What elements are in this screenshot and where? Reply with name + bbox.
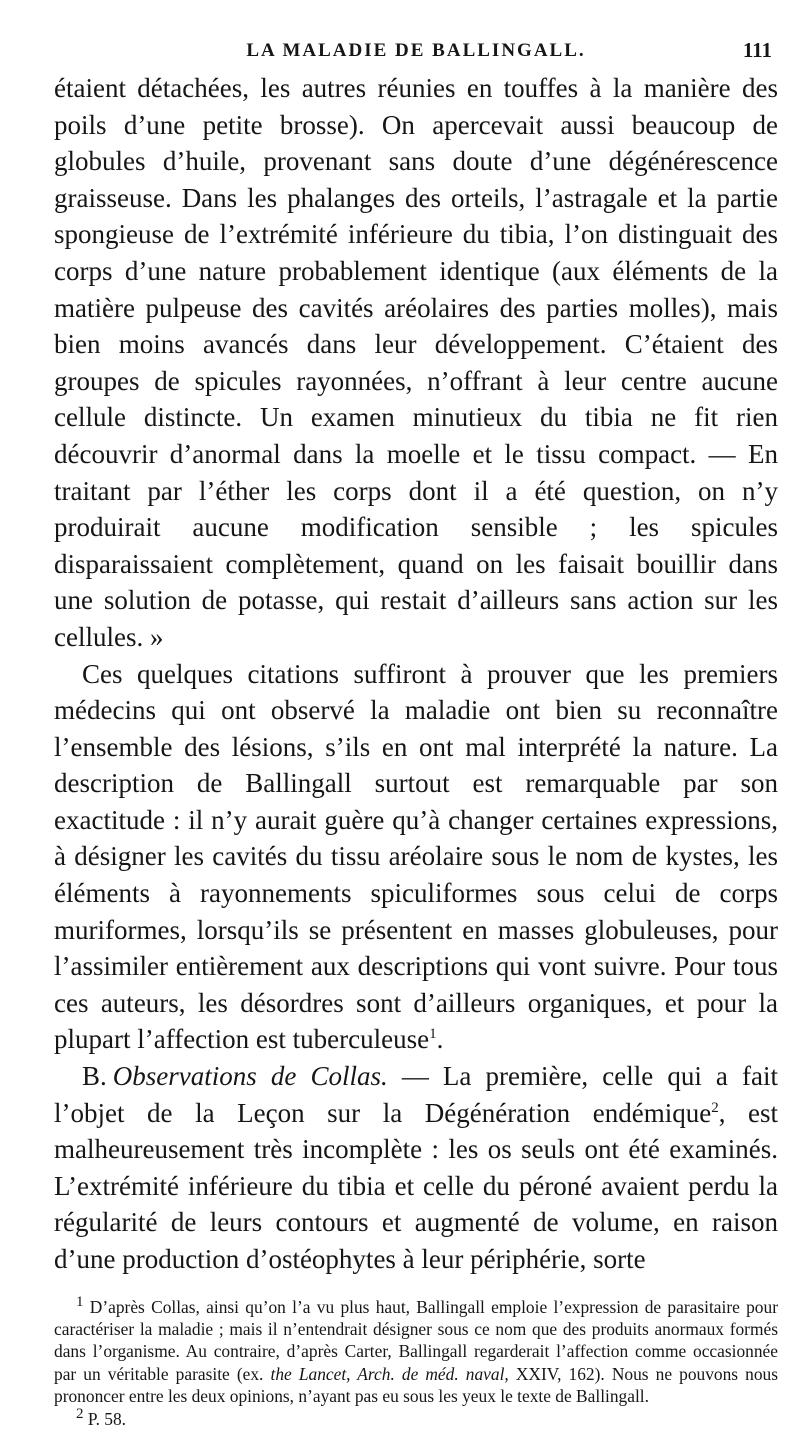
footnote-ref-2: 2: [711, 1099, 719, 1116]
running-head: [54, 30, 778, 70]
paragraph-end-punct: .: [436, 1024, 444, 1055]
page-number: 111: [742, 38, 772, 62]
footnote-2-text: P. 58.: [83, 1408, 127, 1429]
section-letter: B.: [82, 1061, 107, 1092]
footnotes: [54, 1293, 779, 1430]
section-title: Observations de Collas.: [112, 1061, 388, 1092]
body-text: [54, 70, 778, 1278]
footnote-1-mark: 1: [76, 1293, 84, 1310]
paragraph-citations: [54, 656, 778, 1059]
footnote-ref-1: 1: [429, 1026, 437, 1043]
paragraph-citations-text: Ces quelques citations suffiront à prouver que les premiers médecins qui ont observé la maladie ont bien su reconnaître l’ensemble des lésions, s’ils en ont mal interprété la nature. La description de Ballingall surtout est remarquable par son exactitude : il n’y aurait guère qu’à changer certaines expressions, à désigner les cavités du tissu aréolaire sous le nom de kystes, les éléments à rayonnements spiculiformes sous celui de corps muriformes, lorsqu’ils se présentent en masses globuleuses, pour l’assimiler entièrement aux descriptions qui vont suivre. Pour tous ces auteurs, les désordres sont d’ailleurs organiques, et pour la plupart l’affection est tuberculeuse: [54, 658, 778, 1055]
section-collas: [54, 1058, 778, 1278]
footnote-1-text-a: D’après Collas, ainsi qu’on l’a vu plus haut, Ballingall emploie l’expression de parasitaire pour caractériser la maladie ; mais il n’entendrait désigner sous ce nom que des produits anormaux formés dans l’organisme. Au contraire, d’après Carter, Ballingall regarderait l’affection comme occasionnée par un véritable parasite (ex.: [54, 1296, 778, 1384]
footnote-2: [54, 1405, 778, 1430]
footnote-1-italic: the Lancet, Arch. de méd. naval,: [270, 1363, 509, 1384]
section-text-b: , est malheureusement très incomplète : les os seuls ont été examinés. L’extrémité inférieure du tibia et celle du péroné avaient perdu la régularité de leurs contours et augmenté de volume, en raison d’une production d’ostéophytes à leur périphérie, sorte: [54, 1097, 778, 1274]
paragraph-continued: étaient détachées, les autres réunies en touffes à la manière des poils d’une petite brosse). On apercevait aussi beaucoup de globules d’huile, provenant sans doute d’une dégénérescence graisseuse. Dans les phalanges des orteils, l’astragale et la partie spongieuse de l’extrémité inférieure du tibia, l’on distinguait des corps d’une nature probablement identique (aux éléments de la matière pulpeuse des cavités aréolaires des parties molles), mais bien moins avancés dans leur développement. C’étaient des groupes de spicules rayonnées, n’offrant à leur centre aucune cellule distincte. Un examen minutieux du tibia ne fit rien découvrir d’anormal dans la moelle et le tissu compact. — En traitant par l’éther les corps dont il a été question, on n’y produirait aucune modification sensible ; les spicules disparaissaient complètement, quand on les faisait bouillir dans une solution de potasse, qui restait d’ailleurs sans action sur les cellules. »: [54, 73, 778, 652]
footnote-1: [54, 1293, 779, 1408]
footnote-1-text-b: XXIV, 162). Nous ne pouvons nous prononcer entre les deux opinions, n’ayant pas eu sous les yeux le texte de Ballingall.: [54, 1363, 779, 1407]
running-title: LA MALADIE DE BALLINGALL.: [246, 40, 586, 61]
section-text-a: — La première, celle qui a fait l’objet de la Leçon sur la Dégénération endémique: [54, 1061, 778, 1128]
footnote-2-mark: 2: [76, 1405, 84, 1422]
